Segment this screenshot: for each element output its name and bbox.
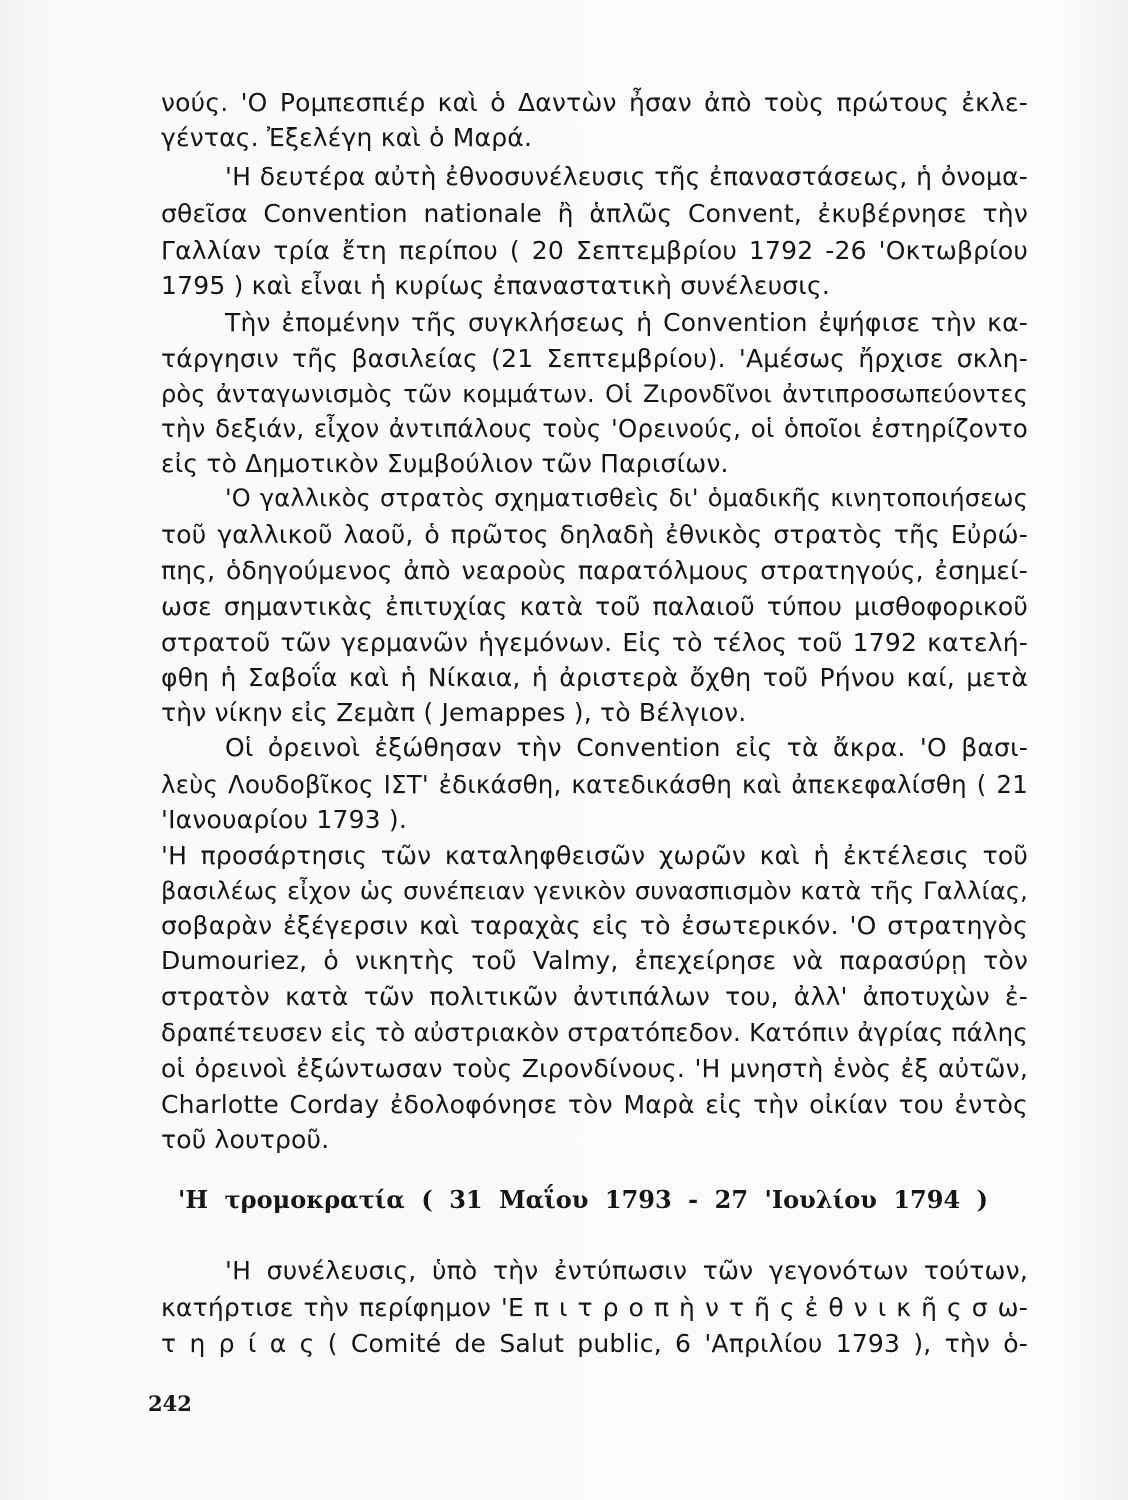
text-line: τοῦ λουτροῦ.	[161, 1125, 330, 1154]
text-line: 'Ο γαλλικὸς στρατὸς σχηματισθεὶς δι' ὁμαδικῆς κινητοποιήσεως	[225, 484, 1028, 512]
page-number: 242	[148, 1391, 192, 1416]
text-line: τὴν νίκην εἰς Ζεμὰπ ( Jemappes ), τὸ Βέλγιον.	[161, 698, 747, 727]
text-line: φθη ἡ Σαβοΐα καὶ ἡ Νίκαια, ἡ ἀριστερὰ ὄχθη τοῦ Ρήνου καί, μετὰ	[161, 663, 1028, 692]
text-line: ρὸς ἀνταγωνισμὸς τῶν κομμάτων. Οἱ Ζιρονδῖνοι ἀντιπροσωπεύοντες	[161, 380, 1028, 408]
text-line: οἱ ὀρεινοὶ ἐξώντωσαν τοὺς Ζιρονδίνους. 'Η μνηστὴ ἑνὸς ἐξ αὐτῶν,	[161, 1054, 1028, 1083]
text-line: σοβαρὰν ἐξέγερσιν καὶ ταραχὰς εἰς τὸ ἐσωτερικόν. 'Ο στρατηγὸς	[161, 911, 1028, 940]
text-line: τὴν δεξιάν, εἶχον ἀντιπάλους τοὺς 'Ορεινούς, οἱ ὁποῖοι ἐστηρίζοντο	[161, 414, 1028, 443]
text-line: 1795 ) καὶ εἶναι ἡ κυρίως ἐπαναστατικὴ συνέλευσις.	[161, 271, 830, 300]
text-line: βασιλέως εἶχον ὡς συνέπειαν γενικὸν συνασπισμὸν κατὰ τῆς Γαλλίας,	[161, 877, 1028, 905]
text-line: στρατοῦ τῶν γερμανῶν ἡγεμόνων. Εἰς τὸ τέλος τοῦ 1792 κατελή-	[161, 628, 1028, 657]
text-line: Dumouriez, ὁ νικητὴς τοῦ Valmy, ἐπεχείρησε νὰ παρασύρῃ τὸν	[161, 946, 1028, 975]
text-line: νούς. 'Ο Ρομπεσπιέρ καὶ ὁ Δαντὼν ἦσαν ἀπὸ τοὺς πρώτους ἐκλε-	[161, 88, 1028, 117]
text-line: 'Ιανουαρίου 1793 ).	[161, 805, 408, 834]
text-line: Γαλλίαν τρία ἔτη περίπου ( 20 Σεπτεμβρίου 1792 -26 'Οκτωβρίου	[161, 236, 1028, 265]
text-line: 'Η δευτέρα αὐτὴ ἐθνοσυνέλευσις τῆς ἐπαναστάσεως, ἡ ὀνομα-	[225, 162, 1028, 191]
text-line: δραπέτευσεν εἰς τὸ αὐστριακὸν στρατόπεδον. Κατόπιν ἀγρίας πάλης	[161, 1018, 1028, 1047]
text-line: τ η ρ ί α ς ( Comité de Salut public, 6 'Απριλίου 1793 ), τὴν ὁ-	[161, 1329, 1028, 1358]
text-line: εἰς τὸ Δημοτικὸν Συμβούλιον τῶν Παρισίων.	[161, 449, 729, 478]
text-line: στρατὸν κατὰ τῶν πολιτικῶν ἀντιπάλων του, ἀλλ' ἀποτυχὼν ἐ-	[161, 982, 1028, 1011]
text-line: γέντας. Ἐξελέγη καὶ ὁ Μαρά.	[161, 123, 533, 152]
text-line: λεὺς Λουδοβῖκος ΙΣΤ' ἐδικάσθη, κατεδικάσθη καὶ ἀπεκεφαλίσθη ( 21	[161, 770, 1028, 799]
text-line: Τὴν ἐπομένην τῆς συγκλήσεως ἡ Convention ἐψήφισε τὴν κα-	[225, 308, 1028, 337]
text-line: Charlotte Corday ἐδολοφόνησε τὸν Μαρὰ εἰς τὴν οἰκίαν του ἐντὸς	[161, 1090, 1028, 1119]
text-line: τοῦ γαλλικοῦ λαοῦ, ὁ πρῶτος δηλαδὴ ἐθνικὸς στρατὸς τῆς Εὐρώ-	[161, 520, 1028, 549]
text-line: σθεῖσα Convention nationale ἢ ἁπλῶς Convent, ἐκυβέρνησε τὴν	[161, 199, 1028, 228]
text-line: κατήρτισε τὴν περίφημον 'Ε π ι τ ρ ο π ὴ ν τ ῆ ς ἐ θ ν ι κ ῆ ς σ ω-	[161, 1293, 1028, 1322]
text-line: Οἱ ὀρεινοὶ ἐξώθησαν τὴν Convention εἰς τὰ ἄκρα. 'Ο βασι-	[225, 733, 1028, 762]
section-heading: 'Η τρομοκρατία ( 31 Μαΐου 1793 - 27 'Ιουλίου 1794 )	[178, 1185, 988, 1214]
text-line: ωσε σημαντικὰς ἐπιτυχίας κατὰ τοῦ παλαιοῦ τύπου μισθοφορικοῦ	[161, 592, 1028, 621]
text-line: 'Η προσάρτησις τῶν καταληφθεισῶν χωρῶν καὶ ἡ ἐκτέλεσις τοῦ	[161, 841, 1028, 870]
text-line: πης, ὁδηγούμενος ἀπὸ νεαροὺς παρατόλμους στρατηγούς, ἐσημεί-	[161, 556, 1028, 585]
text-line: 'Η συνέλευσις, ὑπὸ τὴν ἐντύπωσιν τῶν γεγονότων τούτων,	[225, 1256, 1028, 1285]
text-line: τάργησιν τῆς βασιλείας (21 Σεπτεμβρίου). 'Αμέσως ἤρχισε σκλη-	[161, 344, 1028, 373]
